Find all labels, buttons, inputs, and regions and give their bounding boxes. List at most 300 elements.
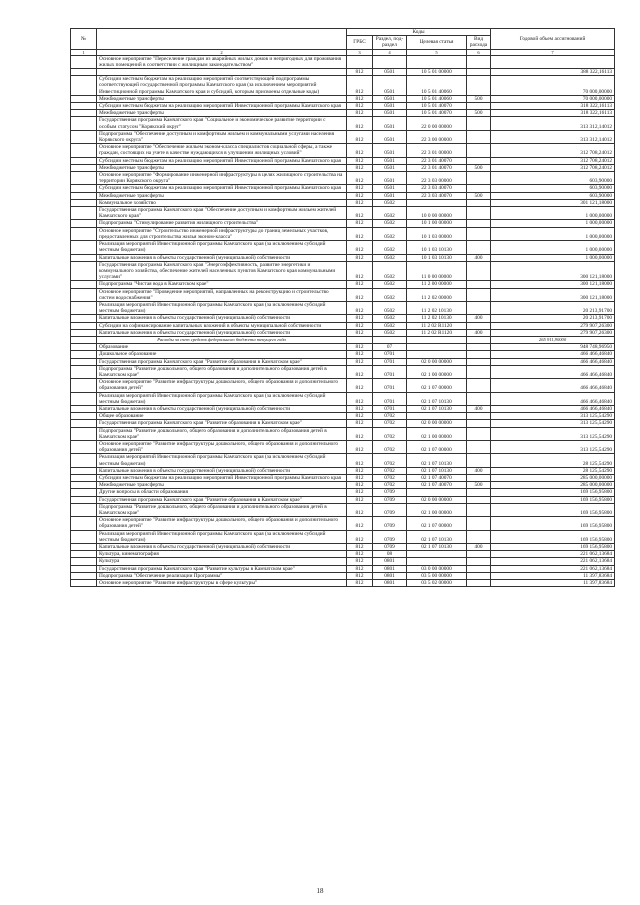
cell-item: 02 1 07 10130 — [407, 467, 467, 474]
cell-kind: 400 — [467, 544, 491, 551]
cell-sec: 0709 — [373, 530, 407, 543]
cell-grbs: 812 — [347, 130, 373, 143]
cell-name: Основное мероприятие "Обеспечение жильем эконом-класса специалистов социальной сферы, а также граждан, состоящих на учете в качестве нуждающихся в улучшении жилищных условий" — [97, 144, 347, 157]
cell-name: Государственная программа Камчатского края "Развитие образования в Камчатском крае" — [97, 358, 347, 365]
cell-item: 10 1 00 00000 — [407, 220, 467, 227]
cell-grbs: 812 — [347, 580, 373, 587]
cell-grbs: 812 — [347, 227, 373, 240]
cell-name: Подпрограмма "Обеспечение доступным и комфортным жильем и коммунальными услугами населения Корякского округа" — [97, 130, 347, 143]
table-row — [71, 301, 615, 314]
cell-amt: 1 000,00000 — [491, 254, 615, 261]
cell-amt: 169 156,95800 — [491, 517, 615, 530]
cell-item: 11 2 02 10130 — [407, 301, 467, 314]
cell-name: Реализация мероприятий Инвестиционной программы Камчатского края (за исключением субсидий местным бюджетам) — [97, 301, 347, 314]
cell-num — [71, 344, 97, 351]
cell-sec: 0502 — [373, 281, 407, 288]
cell-item: 02 1 07 00000 — [407, 440, 467, 453]
cell-amt: 313 125,54290 — [491, 413, 615, 420]
cell-num — [71, 336, 97, 343]
cell-item: 10 1 03 00000 — [407, 227, 467, 240]
cell-sec: 0502 — [373, 227, 407, 240]
table-row — [71, 144, 615, 157]
cell-kind — [467, 344, 491, 351]
cell-num — [71, 544, 97, 551]
cell-grbs: 812 — [347, 76, 373, 96]
cell-amt: 169 156,95800 — [491, 503, 615, 516]
cell-grbs: 812 — [347, 405, 373, 412]
cell-item: 02 1 07 40070 — [407, 475, 467, 482]
cell-num — [71, 207, 97, 220]
cell-num — [71, 55, 97, 68]
cell-kind — [467, 475, 491, 482]
cell-sec: 0709 — [373, 517, 407, 530]
cell-grbs: 812 — [347, 489, 373, 496]
cell-amt: 221 062,13684 — [491, 558, 615, 565]
cell-item: 22 3 01 00000 — [407, 144, 467, 157]
table-row — [71, 551, 615, 558]
table-row — [71, 315, 615, 322]
cell-sec: 0501 — [373, 69, 407, 76]
cell-num — [71, 530, 97, 543]
cell-sec: 0502 — [373, 254, 407, 261]
cell-num — [71, 157, 97, 164]
cell-num — [71, 241, 97, 254]
cell-sec: 0702 — [373, 454, 407, 467]
table-row — [71, 475, 615, 482]
cell-grbs: 812 — [347, 315, 373, 322]
cell-name: Подпрограмма "Развитие дошкольного, общего образования и дополнительного образования детей в Камчатском крае" — [97, 427, 347, 440]
cell-item: 10 0 00 00000 — [407, 207, 467, 220]
header-section: Раздел, под-раздел — [373, 36, 407, 49]
cell-amt: 603,90000 — [491, 192, 615, 199]
table-row — [71, 76, 615, 96]
header-name — [97, 29, 347, 50]
table-row — [71, 55, 615, 68]
cell-item: 22 3 00 00000 — [407, 130, 467, 143]
cell-num — [71, 420, 97, 427]
cell-amt: 265 911,90000 — [491, 336, 615, 343]
cell-item: 02 0 00 00000 — [407, 496, 467, 503]
cell-sec: 07 — [373, 344, 407, 351]
cell-grbs: 812 — [347, 199, 373, 206]
cell-sec: 0502 — [373, 315, 407, 322]
cell-grbs: 812 — [347, 69, 373, 76]
cell-amt: 221 062,13684 — [491, 565, 615, 572]
cell-item: 11 0 00 00000 — [407, 261, 467, 281]
cell-grbs: 812 — [347, 530, 373, 543]
cell-kind — [467, 558, 491, 565]
table-row — [71, 379, 615, 392]
cell-kind — [467, 220, 491, 227]
cell-amt: 313 312,14012 — [491, 130, 615, 143]
cell-item: 22 3 03 40070 — [407, 185, 467, 192]
cell-item: 03 5 00 00000 — [407, 572, 467, 579]
cell-item: 11 2 02 R1120 — [407, 329, 467, 336]
cell-item: 22 0 00 00000 — [407, 117, 467, 130]
cell-item: 10 5 01 40060 — [407, 95, 467, 102]
table-row — [71, 358, 615, 365]
header-item: Целевая статья — [407, 36, 467, 49]
cell-name: Капитальные вложения в объекты государственной (муниципальной) собственности — [97, 467, 347, 474]
cell-item: 02 1 07 10130 — [407, 544, 467, 551]
cell-num — [71, 565, 97, 572]
cell-name: Реализация мероприятий Инвестиционной программы Камчатского края (за исключением субсидий местным бюджетам) — [97, 530, 347, 543]
cell-kind — [467, 281, 491, 288]
cell-kind — [467, 241, 491, 254]
cell-amt: 312 708,24012 — [491, 144, 615, 157]
budget-sheet — [70, 28, 614, 587]
cell-sec: 0502 — [373, 241, 407, 254]
cell-item — [407, 199, 467, 206]
cell-sec: 0501 — [373, 95, 407, 102]
cell-grbs: 812 — [347, 281, 373, 288]
table-row — [71, 220, 615, 227]
cell-name: Субсидии местным бюджетам на реализацию мероприятий соответствующей подпрограммы соответствующей государственной программы Камчатского края (за исключением мероприятий Инвестиционной программы Камчатского края и субсидий, которым присвоены отдельные коды) — [97, 76, 347, 96]
cell-sec: 0702 — [373, 420, 407, 427]
cell-sec: 0501 — [373, 103, 407, 110]
cell-name: Основное мероприятие "Формирование инженерной инфраструктуры в целях жилищного строительства на территории Корякского округа" — [97, 172, 347, 185]
cell-amt: 603,90000 — [491, 185, 615, 192]
cell-grbs: 812 — [347, 241, 373, 254]
cell-kind — [467, 503, 491, 516]
cell-name: Основное мероприятие "Развитие инфраструктуры дошкольного, общего образования и дополнительного образования детей" — [97, 517, 347, 530]
cell-grbs: 812 — [347, 544, 373, 551]
cell-kind — [467, 392, 491, 405]
cell-grbs: 812 — [347, 301, 373, 314]
header-amount: Годовой объем ассигнований — [491, 29, 615, 50]
cell-item: 22 3 01 40070 — [407, 164, 467, 171]
table-row — [71, 565, 615, 572]
cell-item: 03 5 02 00000 — [407, 580, 467, 587]
cell-item — [407, 413, 467, 420]
cell-item — [407, 336, 467, 343]
cell-name: Подпрограмма "Развитие дошкольного, общего образования и дополнительного образования детей в Камчатском крае" — [97, 365, 347, 378]
cell-num — [71, 192, 97, 199]
cell-amt: 1 000,00000 — [491, 220, 615, 227]
cell-name: Основное мероприятие "Проведение мероприятий, направленных на реконструкцию и строительство систем водоснабжения" — [97, 288, 347, 301]
cell-item: 03 0 00 00000 — [407, 565, 467, 572]
cell-kind — [467, 157, 491, 164]
cell-name: Государственная программа Камчатского края "Социальное и экономическое развитие территории с особым статусом "Корякский округ" — [97, 117, 347, 130]
cell-amt: 70 000,00000 — [491, 95, 615, 102]
cell-kind — [467, 413, 491, 420]
cell-kind — [467, 351, 491, 358]
table-row — [71, 241, 615, 254]
cell-kind — [467, 336, 491, 343]
table-row — [71, 530, 615, 543]
table-row — [71, 261, 615, 281]
cell-num — [71, 427, 97, 440]
cell-item: 02 1 07 00000 — [407, 379, 467, 392]
table-row — [71, 544, 615, 551]
cell-item: 02 0 00 00000 — [407, 358, 467, 365]
cell-name: Основное мероприятие "Строительство инженерной инфраструктуры до границ земельных участков, предоставленных для строительства жилья эконом-класса" — [97, 227, 347, 240]
cell-amt: 318 322,16113 — [491, 110, 615, 117]
cell-amt: 300 121,18000 — [491, 261, 615, 281]
index-cell: 7 — [491, 49, 615, 55]
cell-item: 10 5 01 40070 — [407, 110, 467, 117]
cell-amt: 169 156,95800 — [491, 489, 615, 496]
table-row — [71, 572, 615, 579]
table-row — [71, 164, 615, 171]
cell-grbs: 812 — [347, 164, 373, 171]
cell-name: Межбюджетные трансферты — [97, 192, 347, 199]
cell-amt: 313 125,54290 — [491, 427, 615, 440]
cell-grbs: 812 — [347, 95, 373, 102]
cell-num — [71, 405, 97, 412]
cell-grbs: 812 — [347, 440, 373, 453]
cell-kind — [467, 301, 491, 314]
cell-name: Капитальные вложения в объекты государственной (муниципальной) собственности — [97, 544, 347, 551]
cell-sec: 0502 — [373, 199, 407, 206]
table-row — [71, 503, 615, 516]
cell-sec: 0502 — [373, 322, 407, 329]
cell-name: Дошкольное образование — [97, 351, 347, 358]
cell-kind — [467, 489, 491, 496]
cell-sec: 0702 — [373, 427, 407, 440]
cell-grbs: 812 — [347, 144, 373, 157]
cell-sec: 0501 — [373, 164, 407, 171]
cell-kind: 400 — [467, 467, 491, 474]
index-cell: 3 — [347, 49, 373, 55]
cell-sec: 0701 — [373, 365, 407, 378]
cell-sec: 0501 — [373, 185, 407, 192]
cell-sec: 0501 — [373, 76, 407, 96]
cell-amt: 70 000,00000 — [491, 76, 615, 96]
cell-grbs: 812 — [347, 454, 373, 467]
cell-amt: 466 466,46840 — [491, 351, 615, 358]
cell-name: Подпрограмма "Чистая вода в Камчатском крае" — [97, 281, 347, 288]
cell-item: 10 1 03 10130 — [407, 254, 467, 261]
cell-kind — [467, 551, 491, 558]
cell-kind: 500 — [467, 95, 491, 102]
cell-num — [71, 517, 97, 530]
table-row — [71, 344, 615, 351]
cell-num — [71, 199, 97, 206]
cell-sec: 0502 — [373, 220, 407, 227]
cell-kind — [467, 530, 491, 543]
cell-sec — [373, 55, 407, 68]
cell-amt: 466 466,46840 — [491, 365, 615, 378]
table-row — [71, 413, 615, 420]
cell-amt: 279 907,26300 — [491, 329, 615, 336]
cell-num — [71, 329, 97, 336]
cell-num — [71, 482, 97, 489]
table-row — [71, 427, 615, 440]
cell-name: Субсидии на софинансирование капитальных вложений в объекты муниципальной собственности — [97, 322, 347, 329]
cell-name: Реализация мероприятий Инвестиционной программы Камчатского края (за исключением субсидий местным бюджетам) — [97, 241, 347, 254]
table-row — [71, 558, 615, 565]
cell-name: Субсидии местным бюджетам на реализацию мероприятий Инвестиционной программы Камчатского края — [97, 475, 347, 482]
cell-num — [71, 254, 97, 261]
table-row — [71, 482, 615, 489]
cell-num — [71, 164, 97, 171]
cell-name: Подпрограмма "Развитие дошкольного, общего образования и дополнительного образования детей в Камчатском крае" — [97, 503, 347, 516]
index-cell: 6 — [467, 49, 491, 55]
cell-sec: 0502 — [373, 207, 407, 220]
cell-item: 02 1 00 00000 — [407, 365, 467, 378]
cell-sec: 0502 — [373, 329, 407, 336]
cell-name: Основное мероприятие "Переселение граждан из аварийных жилых домов и непригодных для проживания жилых помещений в соответствии с жилищным законодательством" — [97, 55, 347, 68]
cell-num — [71, 281, 97, 288]
cell-num — [71, 76, 97, 96]
cell-sec: 0501 — [373, 117, 407, 130]
cell-grbs: 812 — [347, 358, 373, 365]
cell-kind — [467, 379, 491, 392]
index-cell: 2 — [97, 49, 347, 55]
cell-item: 11 2 00 00000 — [407, 281, 467, 288]
cell-amt: 313 125,54290 — [491, 440, 615, 453]
cell-grbs: 812 — [347, 261, 373, 281]
cell-amt: 388 322,16113 — [491, 69, 615, 76]
cell-kind: 500 — [467, 164, 491, 171]
cell-num — [71, 301, 97, 314]
cell-grbs: 812 — [347, 329, 373, 336]
cell-grbs: 812 — [347, 475, 373, 482]
table-row — [71, 192, 615, 199]
cell-name: Государственная программа Камчатского края "Энергоэффективность, развитие энергетики и коммунального хозяйства, обеспечение жителей населенных пунктов Камчатского края коммунальными услугами" — [97, 261, 347, 281]
cell-kind: 500 — [467, 192, 491, 199]
cell-grbs: 812 — [347, 496, 373, 503]
cell-grbs: 812 — [347, 427, 373, 440]
cell-amt: 466 466,46840 — [491, 379, 615, 392]
cell-kind — [467, 496, 491, 503]
cell-item: 02 1 00 00000 — [407, 427, 467, 440]
cell-sec: 0501 — [373, 192, 407, 199]
cell-num — [71, 365, 97, 378]
header-grbs: ГРБС — [347, 36, 373, 49]
cell-amt: 221 062,13684 — [491, 551, 615, 558]
cell-num — [71, 315, 97, 322]
cell-amt: 300 121,18000 — [491, 281, 615, 288]
cell-name: Субсидии местным бюджетам на реализацию мероприятий Инвестиционной программы Камчатского края — [97, 103, 347, 110]
cell-num — [71, 413, 97, 420]
cell-sec: 0701 — [373, 392, 407, 405]
cell-kind: 500 — [467, 482, 491, 489]
cell-grbs: 812 — [347, 110, 373, 117]
cell-amt: 1 000,00000 — [491, 207, 615, 220]
cell-amt: 1 000,00000 — [491, 227, 615, 240]
cell-num — [71, 288, 97, 301]
cell-sec: 0501 — [373, 157, 407, 164]
cell-kind — [467, 427, 491, 440]
table-row — [71, 117, 615, 130]
cell-sec: 0702 — [373, 413, 407, 420]
table-row — [71, 130, 615, 143]
cell-sec: 0801 — [373, 580, 407, 587]
cell-sec: 0701 — [373, 379, 407, 392]
cell-item: 10 1 03 10130 — [407, 241, 467, 254]
cell-item — [407, 551, 467, 558]
cell-sec: 0801 — [373, 558, 407, 565]
cell-num — [71, 503, 97, 516]
cell-name: Культура, кинематография — [97, 551, 347, 558]
cell-item: 02 1 07 10130 — [407, 530, 467, 543]
table-row — [71, 420, 615, 427]
cell-amt: 169 156,95800 — [491, 496, 615, 503]
cell-item — [407, 351, 467, 358]
table-row — [71, 489, 615, 496]
cell-name: Расходы за счет средств федерального бюджета текущего года — [97, 336, 347, 343]
cell-kind: 400 — [467, 329, 491, 336]
cell-kind — [467, 517, 491, 530]
cell-item: 11 2 02 10130 — [407, 315, 467, 322]
cell-num — [71, 220, 97, 227]
cell-name: Основное мероприятие "Развитие инфраструктуры в сфере культуры" — [97, 580, 347, 587]
cell-item — [407, 558, 467, 565]
cell-num — [71, 117, 97, 130]
cell-num — [71, 358, 97, 365]
table-row — [71, 157, 615, 164]
cell-name: Реализация мероприятий Инвестиционной программы Камчатского края (за исключением субсидий местным бюджетам) — [97, 392, 347, 405]
cell-num — [71, 227, 97, 240]
cell-sec: 0502 — [373, 288, 407, 301]
cell-sec: 0701 — [373, 405, 407, 412]
cell-grbs: 812 — [347, 322, 373, 329]
table-row — [71, 454, 615, 467]
table-row — [71, 254, 615, 261]
cell-num — [71, 69, 97, 76]
cell-amt: 285 000,00000 — [491, 475, 615, 482]
cell-num — [71, 440, 97, 453]
cell-amt: 300 121,18000 — [491, 288, 615, 301]
table-row — [71, 336, 615, 343]
cell-grbs: 812 — [347, 467, 373, 474]
cell-item: 22 3 01 40070 — [407, 157, 467, 164]
cell-item — [407, 489, 467, 496]
cell-kind — [467, 572, 491, 579]
cell-num — [71, 130, 97, 143]
cell-grbs: 812 — [347, 413, 373, 420]
cell-grbs: 812 — [347, 392, 373, 405]
cell-sec: 0702 — [373, 440, 407, 453]
table-row — [71, 365, 615, 378]
cell-sec: 0709 — [373, 503, 407, 516]
cell-amt: 20 213,91700 — [491, 315, 615, 322]
cell-name: Капитальные вложения в объекты государственной (муниципальной) собственности — [97, 315, 347, 322]
cell-grbs: 812 — [347, 379, 373, 392]
cell-kind — [467, 322, 491, 329]
table-row — [71, 185, 615, 192]
cell-item: 10 5 01 40070 — [407, 103, 467, 110]
cell-item: 02 1 07 00000 — [407, 517, 467, 530]
table-row — [71, 207, 615, 220]
cell-amt: 169 156,95800 — [491, 544, 615, 551]
cell-item: 02 1 00 00000 — [407, 503, 467, 516]
cell-sec: 0502 — [373, 261, 407, 281]
cell-kind — [467, 565, 491, 572]
cell-num — [71, 185, 97, 192]
cell-sec: 0701 — [373, 358, 407, 365]
cell-kind — [467, 55, 491, 68]
table-row — [71, 405, 615, 412]
cell-item: 02 1 07 10130 — [407, 454, 467, 467]
index-cell: 5 — [407, 49, 467, 55]
cell-grbs: 812 — [347, 517, 373, 530]
cell-amt: 28 125,54290 — [491, 454, 615, 467]
cell-name: Образование — [97, 344, 347, 351]
cell-sec: 0709 — [373, 489, 407, 496]
cell-name: Капитальные вложения в объекты государственной (муниципальной) собственности — [97, 329, 347, 336]
table-row — [71, 580, 615, 587]
table-row — [71, 351, 615, 358]
table-row — [71, 199, 615, 206]
cell-grbs: 812 — [347, 220, 373, 227]
cell-amt: 279 907,26300 — [491, 322, 615, 329]
table-row — [71, 392, 615, 405]
cell-grbs: 812 — [347, 551, 373, 558]
cell-item — [407, 55, 467, 68]
